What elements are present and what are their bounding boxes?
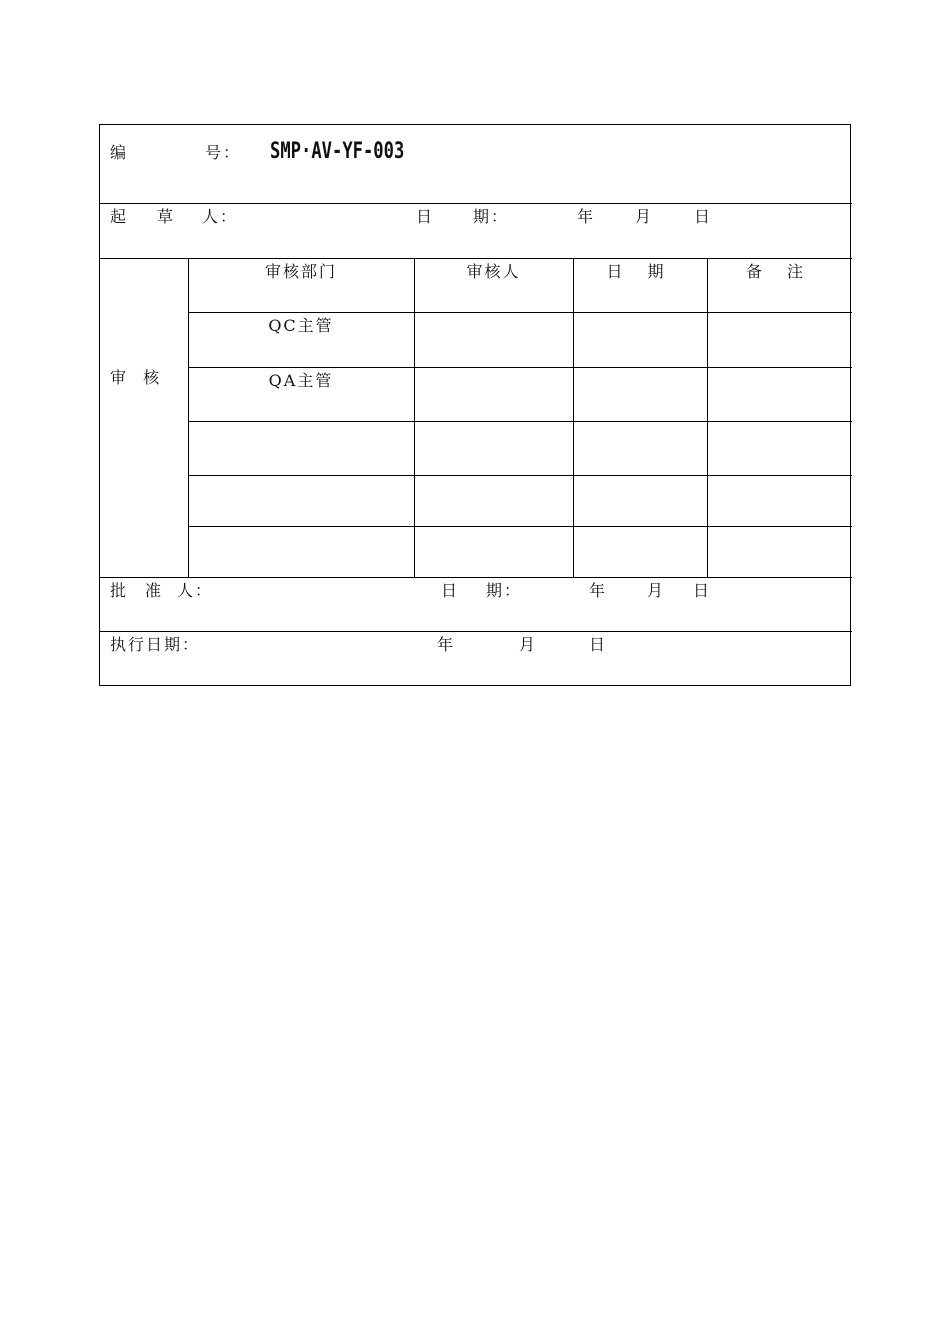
exec-day: 日: [589, 635, 608, 654]
review-row-divider: [188, 367, 852, 368]
draft-month: 月: [635, 207, 654, 226]
number-label: 编: [110, 143, 129, 162]
approve-month: 月: [647, 581, 666, 600]
review-header-dept: 审核部门: [264, 262, 337, 281]
draft-day: 日: [694, 207, 713, 226]
draft-date-label-2: 期：: [473, 207, 510, 226]
review-header-remarks: 备 注: [745, 262, 814, 281]
exec-date-label: 执行日期：: [110, 635, 201, 654]
approver-label-1: 批: [110, 581, 129, 600]
number-label-colon: 号：: [205, 143, 242, 162]
document-number: SMP·AV-YF-003: [270, 139, 405, 164]
exec-month: 月: [519, 635, 538, 654]
approver-label-3: 人：: [177, 581, 214, 600]
review-dept-qc: QC主管: [268, 316, 334, 335]
exec-year: 年: [437, 635, 456, 654]
approve-date-label-1: 日: [441, 581, 460, 600]
review-col-divider: [573, 258, 574, 577]
draft-date-label-1: 日: [416, 207, 435, 226]
review-header-date: 日 期: [606, 262, 674, 281]
review-col-divider: [707, 258, 708, 577]
review-row-divider: [188, 526, 852, 527]
approve-year: 年: [589, 581, 608, 600]
row-divider: [100, 577, 852, 578]
sop-approval-form: [99, 124, 851, 686]
drafter-label-2: 草: [157, 207, 176, 226]
row-divider: [100, 258, 852, 259]
row-divider: [100, 203, 852, 204]
review-dept-qa: QA主管: [268, 371, 334, 390]
review-label: 审 核: [110, 368, 166, 387]
approve-day: 日: [693, 581, 712, 600]
review-row-divider: [188, 312, 852, 313]
review-col-divider: [188, 258, 189, 577]
approve-date-label-2: 期：: [486, 581, 523, 600]
drafter-label-3: 人：: [202, 207, 239, 226]
review-row-divider: [188, 421, 852, 422]
row-divider: [100, 631, 852, 632]
approver-label-2: 准: [145, 581, 164, 600]
draft-year: 年: [577, 207, 596, 226]
drafter-label-1: 起: [110, 207, 129, 226]
review-row-divider: [188, 475, 852, 476]
review-header-reviewer: 审核人: [466, 262, 521, 281]
review-col-divider: [414, 258, 415, 577]
